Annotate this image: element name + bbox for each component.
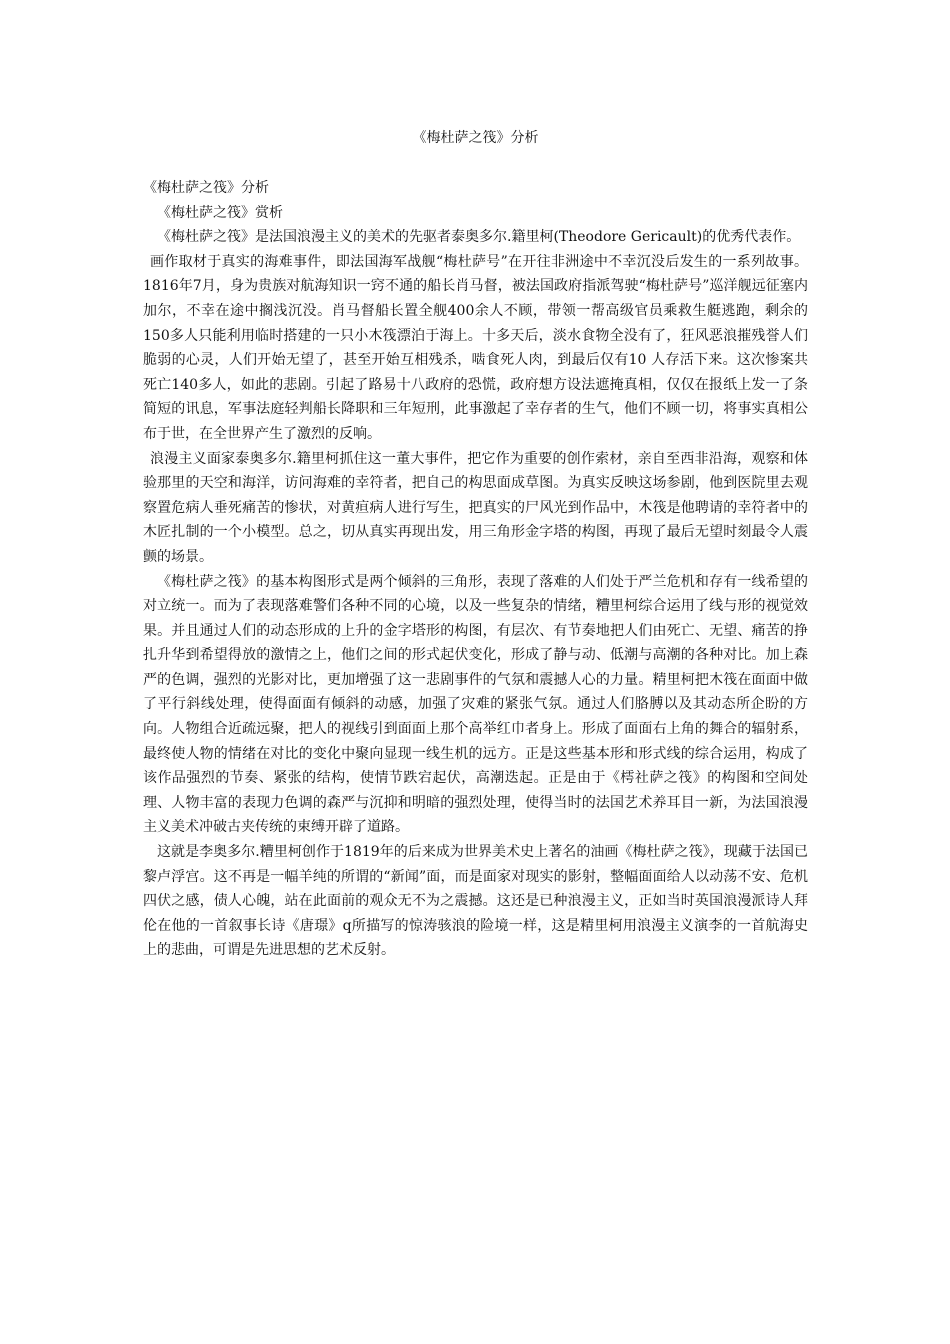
paragraph-history: 画作取材于真实的海难事件，即法国海军战舰“梅杜萨号”在开往非洲途中不幸沉没后发生的一系列故事。1816年7月，身为贵族对航海知识一窍不通的船长肖马督，被法国政府指派驾驶“梅杜萨号”巡洋舰远征塞内加尔，不幸在途中搁浅沉没。肖马督船长置全舰400余人不顾，带领一帮高级官员乘救生艇逃跑，剩余的150多人只能利用临时搭建的一只小木筏漂泊于海上。十多天后，淡水食物全没有了，狂风恶浪摧残誉人们脆弱的心灵，人们开始无望了，甚至开始互相残杀，啮食死人肉，到最后仅有10 人存活下来。这次惨案共死亡140多人，如此的悲剧。引起了路易十八政府的恐慌，政府想方设法遮掩真相，仅仅在报纸上发一了条简短的讯息，军事法庭轻判船长降职和三年短刑，此事激起了幸存者的生气，他们不顾一切，将事实真相公布于世，在全世界产生了激烈的反响。 [143,253,808,442]
paragraph-composition: 《梅杜萨之筏》的基本构图形式是两个倾斜的三角形，表现了落难的人们处于严兰危机和存有一线希望的对立统一。而为了表现落难警们各种不同的心境，以及一些复杂的情绪，糟里柯综合运用了线与形的视觉效果。并且通过人们的动态形成的上升的金字塔形的构图，有层次、有节奏地把人们由死亡、无望、痛苦的挣扎升华到希望得放的激情之上，他们之间的形式起伏变化，形成了静与动、低潮与高潮的各种对比。加上森严的色调，强烈的光影对比，更加增强了这一悲剧事件的气氛和震撼人心的力量。精里柯把木筏在面面中做了平行斜线处理，使得面面有倾斜的动感，加强了灾难的紧张气氛。通过人们胳膊以及其动态所企盼的方向。人物组合近疏远聚，把人的视线引到面面上那个高举红巾者身上。形成了面面右上角的舞合的辐射系，最终使人物的情绪在对比的变化中聚向显现一线生机的远方。正是这些基本形和形式线的综合运用，构成了该作品强烈的节奏、紧张的结构，使情节跌宕起伏，高潮迭起。正是由于《樗社萨之筏》的构图和空间处理、人物丰富的表现力色调的森严与沉抑和明暗的强烈处理，使得当时的法国艺术养耳目一新，为法国浪漫主义美术冲破古夹传统的束缚开辟了道路。 [143,573,808,836]
paragraph-heading-analysis: 《梅杜萨之筏》分析 [143,180,269,196]
paragraph-conclusion: 这就是李奥多尔.糟里柯创作于1819年的后来成为世界美术史上著名的油画《梅杜萨之筏》，现藏于法国已黎卢浮宫。这不再是一幅羊纯的所谓的“新闻”面，而是面家对现实的影射，整幅面面给人以动荡不安、危机四伏之感，债人心魄，站在此面前的观众无不为之震撼。这还是已种浪漫主义，正如当时英国浪漫派诗人拜伦在他的一首叙事长诗《唐璟》q所描写的惊涛骇浪的险境一样，这是精里柯用浪漫主义演李的一首航海史上的悲曲，可谓是先进思想的艺术反射。 [143,844,808,959]
document-body [143,176,808,963]
paragraph-creation: 浪漫主义面家泰奥多尔.籍里柯抓住这一董大事件，把它作为重要的创作索材，亲自至西非沿海，观察和体验那里的天空和海洋，访问海难的幸符者，把自己的构思面成草图。为真实反映这场参剧，他到医院里去观察置危病人垂死痛苦的惨状，对黄疸病人进行写生，把真实的尸风光到作品中，木筏是他聘请的幸符者中的木匠扎制的一个小模型。总之，切从真实再现出发，用三角形金字塔的构图，再现了最后无望时刻最令人震颤的场景。 [143,450,808,565]
paragraph-heading-appreciation: 《梅杜萨之筏》赏析 [157,204,283,221]
document-title: 《梅杜萨之筏》分析 [412,130,539,146]
paragraph-intro: 《梅杜萨之筏》是法国浪漫主义的美术的先驱者泰奥多尔.籍里柯(Theodore Gericault)的优秀代表作。 [157,229,801,246]
